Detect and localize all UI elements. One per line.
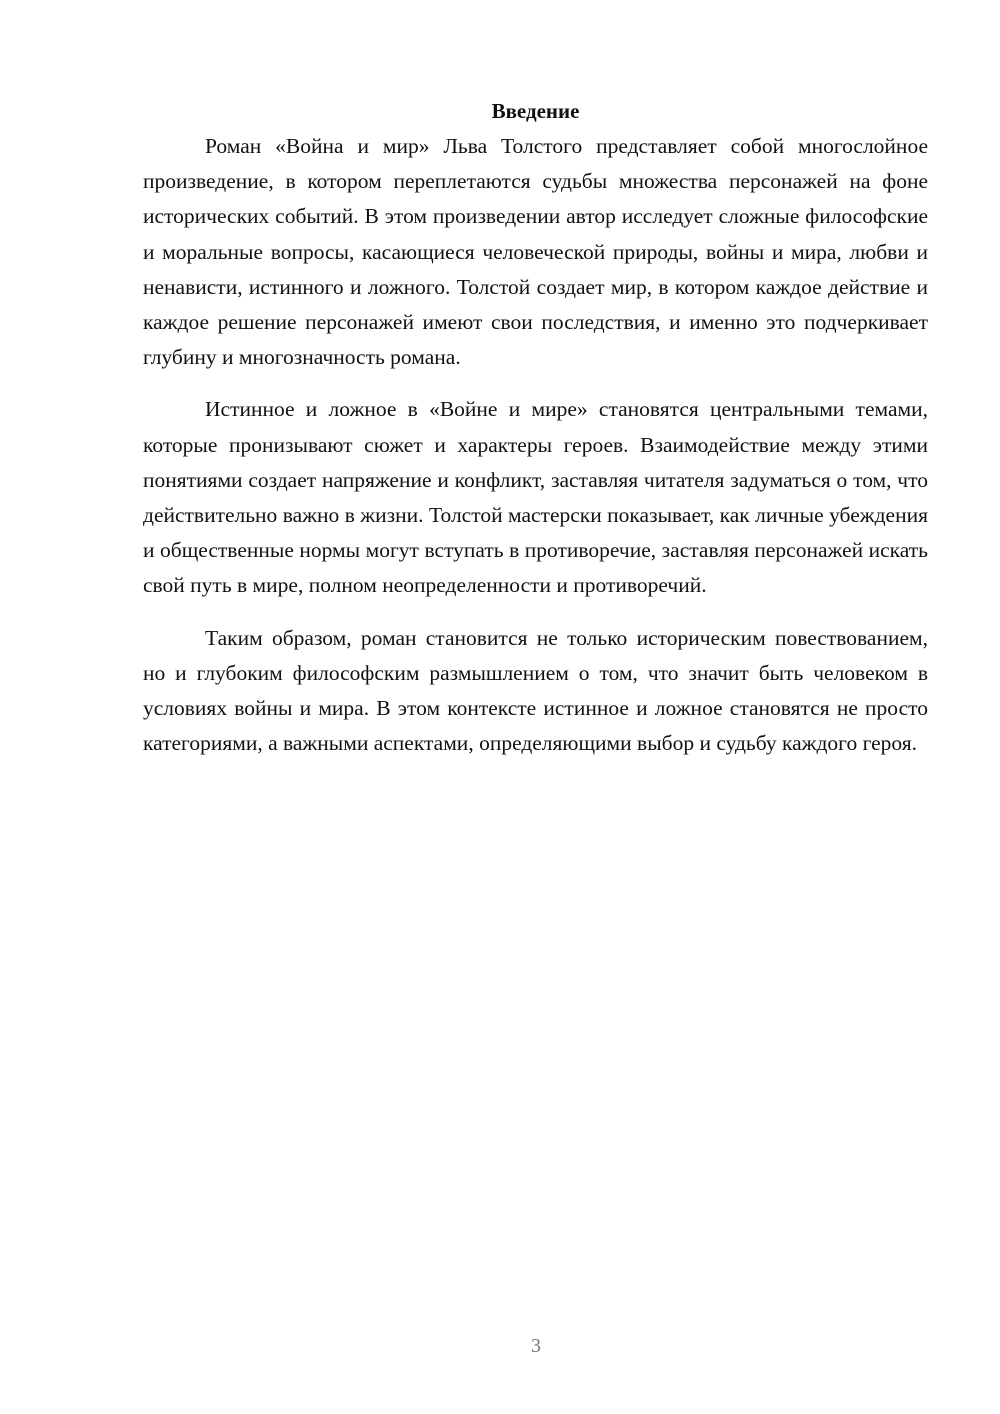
page-content <box>143 94 928 761</box>
paragraph-1: Роман «Война и мир» Льва Толстого представляет собой многослойное произведение, в котором переплетаются судьбы множества персонажей на фоне исторических событий. В этом произведении автор исследует сложные философские и моральные вопросы, касающиеся человеческой природы, войны и мира, любви и ненависти, истинного и ложного. Толстой создает мир, в котором каждое действие и каждое решение персонажей имеют свои последствия, и именно это подчеркивает глубину и многозначность романа. <box>143 134 928 370</box>
paragraph-3: Таким образом, роман становится не только историческим повествованием, но и глубоким философским размышлением о том, что значит быть человеком в условиях войны и мира. В этом контексте истинное и ложное становятся не просто категориями, а важными аспектами, определяющими выбор и судьбу каждого героя. <box>143 625 928 756</box>
section-heading: Введение <box>491 99 580 123</box>
page-number: 3 <box>531 1335 541 1357</box>
paragraph-2: Истинное и ложное в «Войне и мире» становятся центральными темами, которые пронизывают сюжет и характеры героев. Взаимодействие между этими понятиями создает напряжение и конфликт, заставляя читателя задуматься о том, что действительно важно в жизни. Толстой мастерски показывает, как личные убеждения и общественные нормы могут вступать в противоречие, заставляя персонажей искать свой путь в мире, полном неопределенности и противоречий. <box>143 397 928 598</box>
